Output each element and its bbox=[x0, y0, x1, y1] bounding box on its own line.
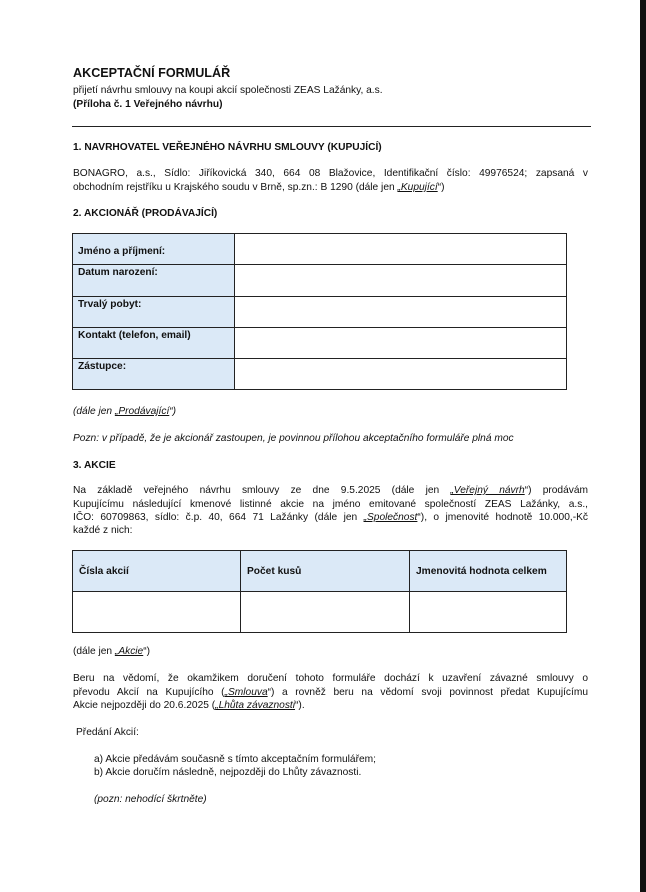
shares-text-line-2: Kupujícímu následující kmenové listinné akcie na jméno emitované společností ZEAS Lažánky, a.s., bbox=[73, 499, 588, 510]
col-header-nominal-total: Jmenovitá hodnota celkem bbox=[410, 551, 567, 592]
field-label-representative: Zástupce: bbox=[73, 359, 235, 390]
field-value-representative[interactable] bbox=[235, 359, 567, 390]
col-header-share-numbers: Čísla akcií bbox=[73, 551, 241, 592]
shares-text-line-1: Na základě veřejného návrhu smlouvy ze dne 9.5.2025 (dále jen „Veřejný návrh“) prodávám bbox=[73, 485, 589, 496]
section-3-heading: 3. AKCIE bbox=[73, 460, 116, 471]
page-edge bbox=[640, 0, 646, 892]
section-2-heading: 2. AKCIONÁŘ (PRODÁVAJÍCÍ) bbox=[73, 208, 218, 219]
field-value-birthdate[interactable] bbox=[235, 265, 567, 297]
handover-option-b[interactable]: b) Akcie doručím následně, nejpozději do Lhůty závaznosti. bbox=[94, 767, 362, 778]
handover-option-a[interactable]: a) Akcie předávám současně s tímto akceptačním formulářem; bbox=[94, 754, 376, 765]
shareholder-form-table bbox=[72, 233, 567, 390]
binding-text-line-3: Akcie nejpozději do 20.6.2025 („Lhůta závaznosti“). bbox=[73, 700, 305, 711]
cell-count[interactable] bbox=[241, 592, 410, 633]
seller-defined-term: „Prodávající bbox=[114, 406, 170, 417]
power-of-attorney-note: Pozn: v případě, že je akcionář zastoupen, je povinnou přílohou akceptačního formuláře plná moc bbox=[73, 433, 514, 444]
document-title: AKCEPTAČNÍ FORMULÁŘ bbox=[73, 66, 231, 80]
binding-text-line-2: převodu Akcií na Kupujícího („Smlouva“) a rovněž beru na vědomí svoji povinnost předat Kupujícímu bbox=[73, 687, 588, 698]
header-divider bbox=[72, 126, 591, 127]
field-label-address: Trvalý pobyt: bbox=[73, 297, 235, 328]
shares-text-line-3: IČO: 60709863, sídlo: č.p. 40, 664 71 Lažánky (dále jen „Společnost“), o jmenovité hodnotě 10.000,-Kč bbox=[73, 512, 588, 523]
cell-nominal-total[interactable] bbox=[410, 592, 567, 633]
field-label-contact: Kontakt (telefon, email) bbox=[73, 328, 235, 359]
contract-term: „Smlouva bbox=[224, 687, 268, 698]
shares-defined-term: „Akcie bbox=[114, 646, 144, 657]
field-value-name[interactable] bbox=[235, 234, 567, 265]
public-proposal-term: „Veřejný návrh bbox=[450, 485, 525, 496]
col-header-count: Počet kusů bbox=[241, 551, 410, 592]
strike-through-note: (pozn: nehodící škrtněte) bbox=[94, 794, 207, 805]
shares-text-line-4: každé z nich: bbox=[73, 525, 133, 536]
shares-defined-note: (dále jen „Akcie“) bbox=[73, 646, 151, 657]
company-term: „Společnost bbox=[363, 512, 418, 523]
annex-note: (Příloha č. 1 Veřejného návrhu) bbox=[73, 99, 223, 110]
shares-table bbox=[72, 550, 567, 633]
buyer-text-line-1: BONAGRO, a.s., Sídlo: Jiříkovická 340, 664 08 Blažovice, Identifikační číslo: 49976524; zapsaná v bbox=[73, 168, 588, 179]
section-1-heading: 1. NAVRHOVATEL VEŘEJNÉHO NÁVRHU SMLOUVY (KUPUJÍCÍ) bbox=[73, 142, 382, 153]
handover-label: Předání Akcií: bbox=[76, 727, 139, 738]
binding-text-line-1: Beru na vědomí, že okamžikem doručení tohoto formuláře dochází k uzavření závazné smlouvy o bbox=[73, 673, 588, 684]
field-value-contact[interactable] bbox=[235, 328, 567, 359]
field-value-address[interactable] bbox=[235, 297, 567, 328]
cell-share-numbers[interactable] bbox=[73, 592, 241, 633]
deadline-term: „Lhůta závaznosti bbox=[215, 700, 296, 711]
field-label-birthdate: Datum narození: bbox=[73, 265, 235, 297]
seller-defined-note: (dále jen „Prodávající“) bbox=[73, 406, 177, 417]
field-label-name: Jméno a příjmení: bbox=[73, 234, 235, 265]
buyer-defined-term: „Kupující bbox=[397, 182, 438, 193]
document-subtitle: přijetí návrhu smlouvy na koupi akcií společnosti ZEAS Lažánky, a.s. bbox=[73, 85, 383, 96]
buyer-text-line-2: obchodním rejstříku u Krajského soudu v Brně, sp.zn.: B 1290 (dále jen „Kupující“) bbox=[73, 182, 445, 193]
